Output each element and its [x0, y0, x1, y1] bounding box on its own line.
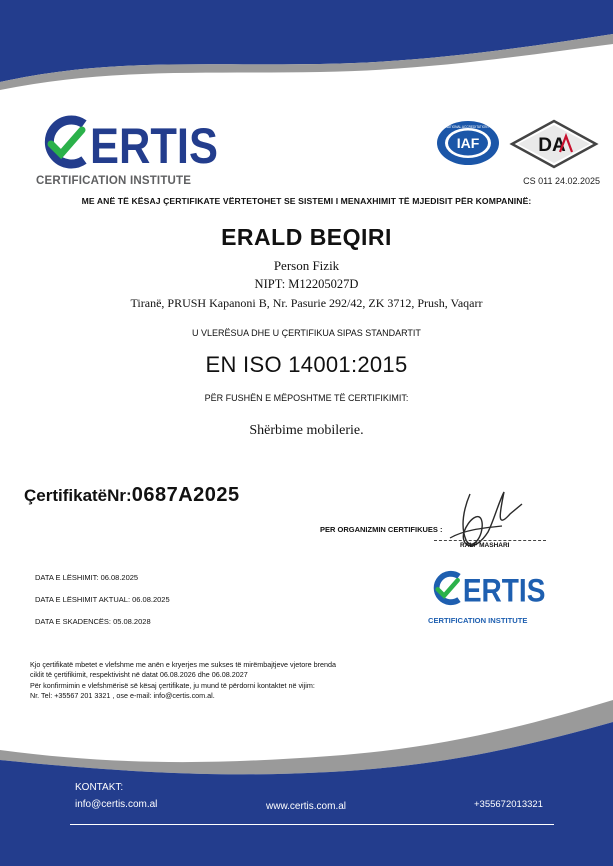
company-nipt: NIPT: M12205027D	[254, 277, 359, 291]
footer-email[interactable]: info@certis.com.al	[75, 799, 158, 810]
company-address: Tiranë, PRUSH Kapanoni B, Nr. Pasurie 292/42, ZK 3712, Prush, Vaqarr	[130, 296, 483, 310]
expiry-date: DATA E SKADENCËS: 05.08.2028	[35, 617, 151, 626]
validity-note	[30, 660, 336, 702]
standard-name: EN ISO 14001:2015	[205, 352, 408, 377]
footer-divider	[70, 824, 554, 825]
iaf-ring-text: INTERNATIONAL ACCREDITATION FORUM	[436, 125, 500, 129]
validity-line: ciklit të çertifikimit, respektivisht në datat 06.08.2026 dhe 06.08.2027	[30, 670, 248, 680]
cs-code: CS 011 24.02.2025	[523, 176, 600, 186]
svg-text:ERTIS: ERTIS	[90, 118, 218, 174]
signature-name: RALF MASHARI	[460, 542, 510, 549]
da-badge	[508, 118, 600, 170]
iaf-badge	[436, 120, 500, 166]
footer-website[interactable]: www.certis.com.al	[266, 801, 347, 812]
contact-label: KONTAKT:	[75, 782, 124, 793]
certificate-value: 0687A2025	[131, 484, 240, 506]
current-issue-date: DATA E LËSHIMIT AKTUAL: 06.08.2025	[35, 595, 170, 604]
logo-tagline: CERTIFICATION INSTITUTE	[36, 175, 192, 187]
svg-text:ERTIS: ERTIS	[462, 572, 546, 609]
da-label: DA	[538, 135, 566, 156]
certis-stamp-logo	[428, 566, 548, 624]
intro-text: ME ANË TË KËSAJ ÇERTIFIKATE VËRTETOHET SE SISTEMI I MENAXHIMIT TË MJEDISIT PËR KOMPANINË:	[81, 196, 532, 206]
stamp-tagline: CERTIFICATION INSTITUTE	[428, 616, 528, 625]
certis-logo-mark	[36, 114, 222, 174]
da-logo	[508, 118, 600, 170]
company-type: Person Fizik	[273, 258, 340, 273]
signature	[430, 474, 530, 564]
certis-stamp-mark	[428, 566, 548, 610]
scope-intro: PËR FUSHËN E MËPOSHTME TË CERTIFIKIMIT:	[204, 393, 409, 403]
standard-intro: U VLERËSUA DHE U ÇERTIFIKUA SIPAS STANDARTIT	[192, 328, 421, 338]
iaf-logo	[436, 120, 500, 166]
certificate-label: ÇertifikatëNr:	[24, 486, 132, 505]
company-name: ERALD BEQIRI	[221, 224, 392, 250]
certis-logo	[36, 114, 222, 186]
certificate-number	[24, 484, 240, 507]
validity-line: Për konfirmimin e vlefshmërisë së kësaj çertifikate, ju mund të përdorni kontaktet në vijim:	[30, 680, 315, 690]
scope-text: Shërbime mobilerie.	[249, 423, 364, 438]
footer-phone[interactable]: +355672013321	[474, 799, 543, 810]
validity-line: Nr. Tel: +35567 201 3321 , ose e-mail: info@certis.com.al.	[30, 691, 215, 701]
iaf-label: IAF	[456, 135, 480, 151]
validity-line: Kjo çertifikatë mbetet e vlefshme me anën e kryerjes me sukses të mirëmbajtjeve vjetore brenda	[30, 660, 337, 669]
top-wave-band	[0, 0, 613, 100]
signature-label: PER ORGANIZMIN CERTIFIKUES :	[320, 525, 443, 534]
signature-line	[434, 540, 546, 541]
issue-date: DATA E LËSHIMIT: 06.08.2025	[35, 573, 139, 582]
